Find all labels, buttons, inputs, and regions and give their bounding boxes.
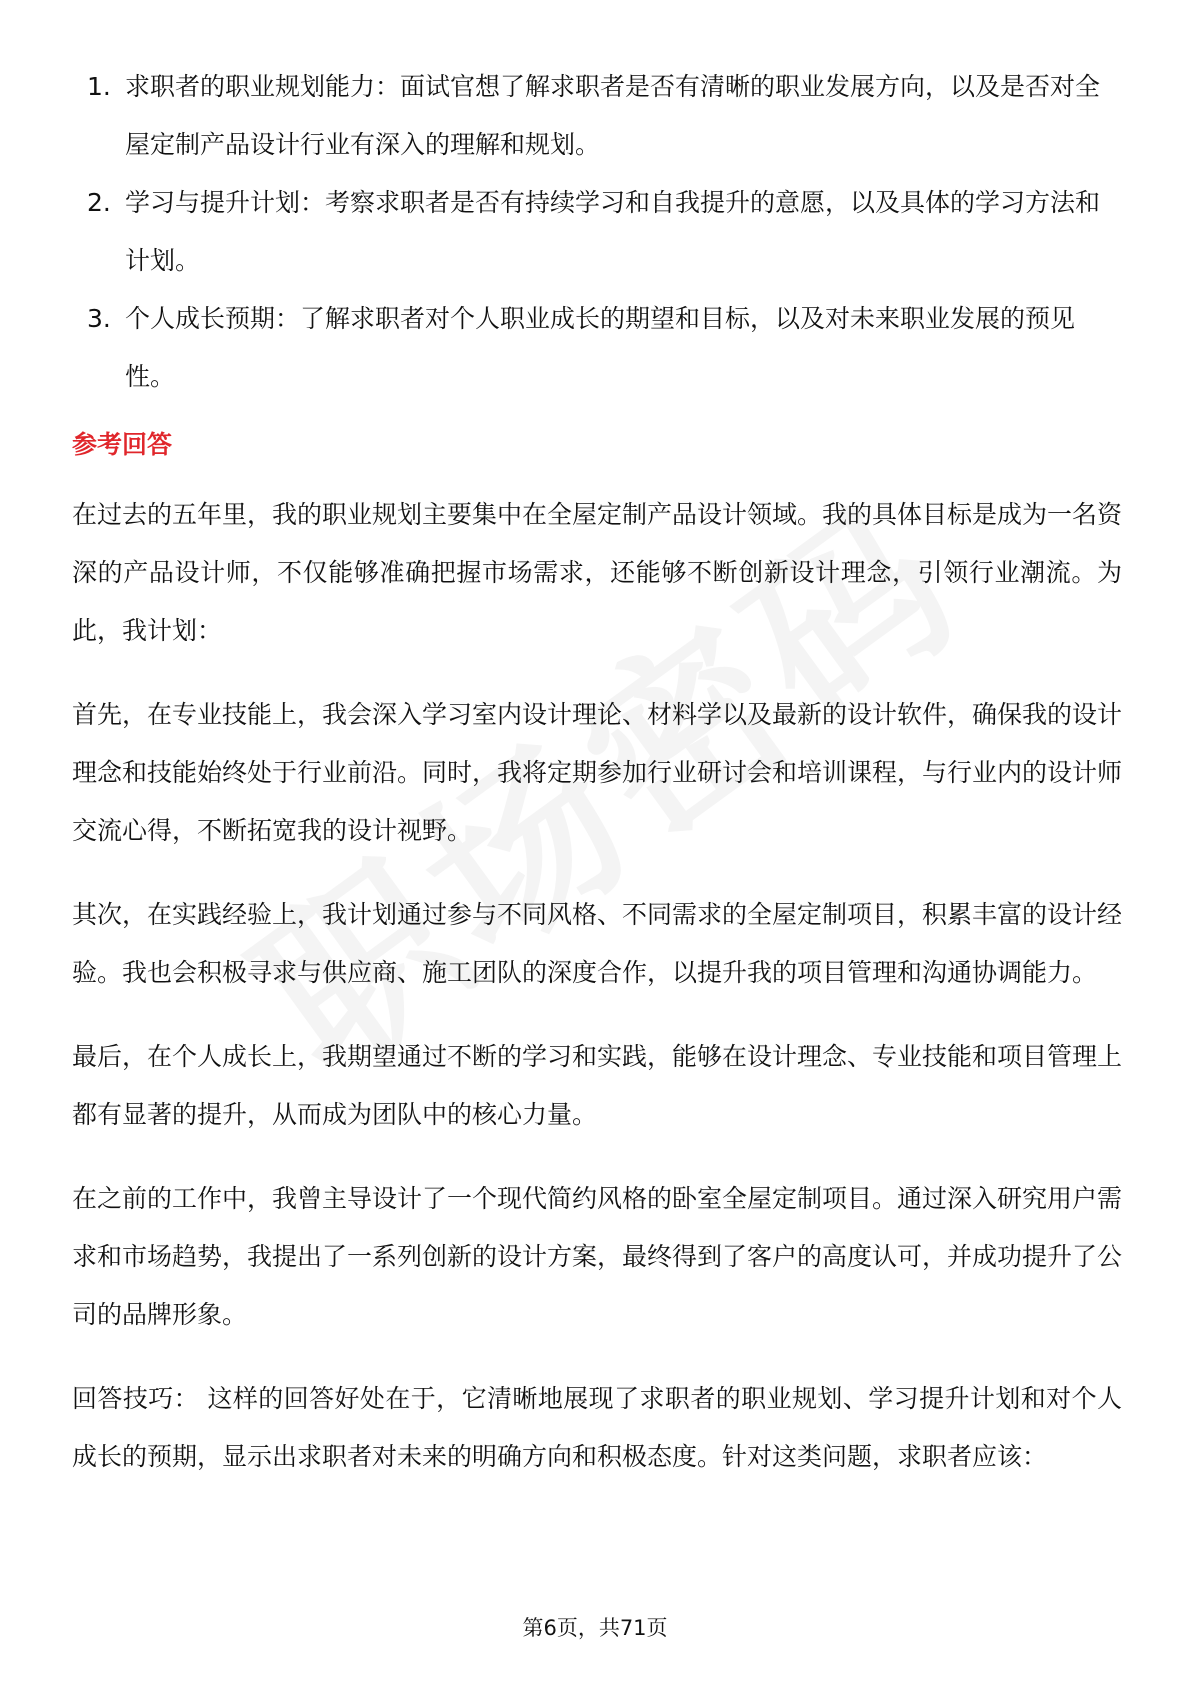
paragraph: 其次，在实践经验上，我计划通过参与不同风格、不同需求的全屋定制项目，积累丰富的设计经验。我也会积极寻求与供应商、施工团队的深度合作，以提升我的项目管理和沟通协调能力。 [72,900,1123,987]
list-item [72,290,1122,406]
section-title: 参考回答 [72,430,173,459]
list-item-text: 个人成长预期：了解求职者对个人职业成长的期望和目标，以及对未来职业发展的预见性。 [125,304,1076,391]
list-item-number: 2. [87,188,111,217]
paragraph: 在之前的工作中，我曾主导设计了一个现代简约风格的卧室全屋定制项目。通过深入研究用户需求和市场趋势，我提出了一系列创新的设计方案，最终得到了客户的高度认可，并成功提升了公司的品牌形象。 [72,1184,1123,1329]
paragraph: 在过去的五年里，我的职业规划主要集中在全屋定制产品设计领域。我的具体目标是成为一名资深的产品设计师，不仅能够准确把握市场需求，还能够不断创新设计理念，引领行业潮流。为此，我计划： [72,500,1123,645]
list-item-text: 求职者的职业规划能力：面试官想了解求职者是否有清晰的职业发展方向，以及是否对全屋定制产品设计行业有深入的理解和规划。 [125,72,1101,159]
paragraph: 最后，在个人成长上，我期望通过不断的学习和实践，能够在设计理念、专业技能和项目管理上都有显著的提升，从而成为团队中的核心力量。 [72,1042,1123,1129]
document-page [72,58,1122,1512]
page-number: 第6页，共71页 [522,1616,668,1640]
list-item [72,174,1122,290]
paragraph: 首先，在专业技能上，我会深入学习室内设计理论、材料学以及最新的设计软件，确保我的设计理念和技能始终处于行业前沿。同时，我将定期参加行业研讨会和培训课程，与行业内的设计师交流心得，不断拓宽我的设计视野。 [72,700,1123,845]
list-item-number: 1. [87,72,111,101]
evaluation-points-list [72,58,1122,406]
list-item-text: 学习与提升计划：考察求职者是否有持续学习和自我提升的意愿，以及具体的学习方法和计划。 [125,188,1101,275]
page-footer [0,1612,1190,1642]
list-item-number: 3. [87,304,111,333]
paragraph: 回答技巧： 这样的回答好处在于，它清晰地展现了求职者的职业规划、学习提升计划和对个人成长的预期，显示出求职者对未来的明确方向和积极态度。针对这类问题，求职者应该： [72,1384,1122,1471]
list-item [72,58,1122,174]
